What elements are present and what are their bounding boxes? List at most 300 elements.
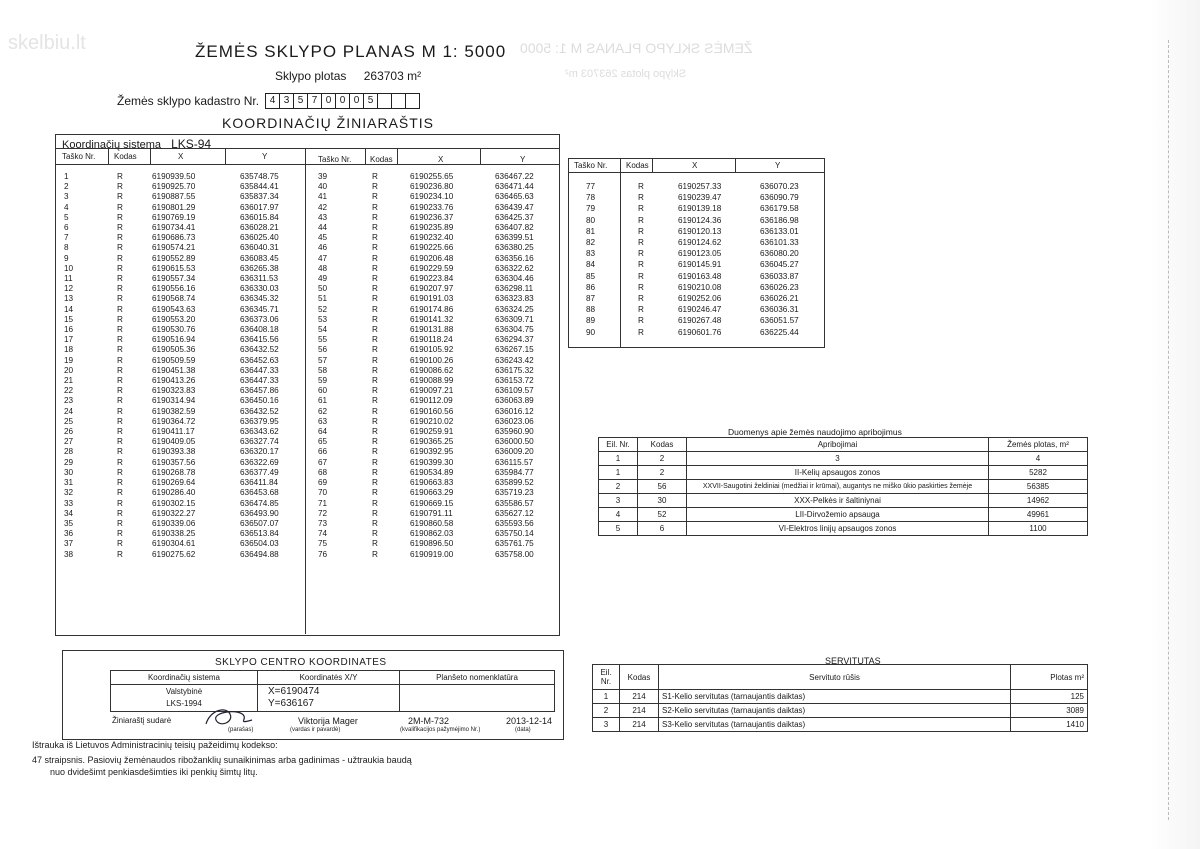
kadastro-box [265,93,420,109]
table-cell: 56 [318,345,328,355]
table-cell: 6190236.80 [410,182,454,192]
table-cell: 60 [318,386,328,396]
centras-title: SKLYPO CENTRO KOORDINATES [215,657,387,668]
table-cell: R [117,294,123,304]
sys-code: LKS-1994 [166,699,202,708]
table-row [593,718,1088,732]
table-cell: 77 [586,182,596,191]
cell: 214 [620,718,659,732]
table-cell: 636323.83 [495,294,534,304]
table-cell: 636311.53 [240,274,279,284]
table-cell: 636322.69 [240,457,279,467]
coordinates-table [55,134,560,636]
table-cell: R [372,488,378,498]
table-cell: R [117,529,123,539]
cell: 1 [593,690,620,704]
table-cell: 636133.01 [760,226,799,236]
table-cell: 6190553.20 [152,314,196,324]
table-row [599,522,1088,536]
table-cell: 16 [64,325,74,335]
table-cell: 636036.31 [760,305,799,315]
table-row [599,494,1088,508]
table-cell: R [638,238,644,248]
table-cell: 6190734.41 [152,223,196,233]
table-cell: 635844.41 [240,182,279,192]
cell: 2 [593,704,620,718]
table-cell: R [372,192,378,202]
cell: 3089 [1011,704,1088,718]
cell: S2-Kelio servitutas (tarnaujantis daiktas) [659,704,1011,718]
table-cell: 71 [318,498,328,508]
table-cell: R [117,325,123,335]
table-cell: 636017.97 [240,202,279,212]
table-cell: 48 [318,263,328,273]
table-cell: 6190207.97 [410,284,454,294]
table-cell: R [372,263,378,273]
table-cell: R [372,172,378,181]
table-cell: 31 [64,478,74,488]
table-cell: R [372,304,378,314]
table-cell: R [117,365,123,375]
table-cell: R [117,212,123,222]
table-cell: 6190382.59 [152,406,196,416]
table-cell: 635761.75 [495,539,534,549]
table-cell: 636457.86 [240,386,279,396]
header-cell: Koordinatės X/Y [258,671,400,685]
cell: 1 [599,452,638,466]
table-cell: 70 [318,488,328,498]
table-cell: R [372,376,378,386]
cell: XXVII-Saugotini želdiniai (medžiai ir krūmai), augantys ne miško ūkio paskirties žemėje [687,480,989,494]
table-cell: 6190120.13 [678,226,722,236]
table-cell: R [372,508,378,518]
table-cell: 6190860.58 [410,518,454,528]
table-cell: 635748.75 [240,172,279,181]
table-cell: 636040.31 [240,243,279,253]
table-cell: 6190163.48 [678,271,722,281]
col-y [495,172,534,560]
table-cell: 25 [64,416,74,426]
divider [480,148,481,164]
table-cell: 69 [318,478,328,488]
table-cell: R [372,294,378,304]
table-cell: 39 [318,172,328,181]
table-cell: 6 [64,223,69,233]
table-cell: 636080.20 [760,249,799,259]
table-cell: 6190174.86 [410,304,454,314]
table-header [599,438,1088,452]
table-cell: 49 [318,274,328,284]
table-cell: 5 [64,212,69,222]
footer-line2: 47 straipsnis. Pasiovių žemėnaudos ribožanklių sunaikinimas arba gadinimas - užtraukia baudą [32,755,412,765]
divider [365,148,366,164]
table-cell: 6190509.59 [152,355,196,365]
table-cell: 62 [318,406,328,416]
table-cell: R [117,396,123,406]
table-cell: 6190663.83 [410,478,454,488]
table-cell: 59 [318,376,328,386]
table-cell: 6190543.63 [152,304,196,314]
col-kodas [638,181,644,338]
table-cell: 6190365.25 [410,437,454,447]
table-cell: 23 [64,396,74,406]
center-x: X=6190474 [268,686,320,697]
cell: 56 [638,480,687,494]
table-cell: 21 [64,376,74,386]
date-sub: (data) [515,727,531,733]
table-cell: 6190314.94 [152,396,196,406]
table-cell: 9 [64,253,69,263]
table-cell: 636513.84 [240,529,279,539]
cell: 5282 [989,466,1088,480]
table-cell: R [372,539,378,549]
table-cell: 34 [64,508,74,518]
center-y: Y=636167 [268,698,314,709]
table-cell: 6190801.29 [152,202,196,212]
table-cell: 636343.62 [240,427,279,437]
table-cell: 6190516.94 [152,335,196,345]
table-cell: R [117,447,123,457]
table-cell: 53 [318,314,328,324]
kadastro-digit: 0 [336,94,350,108]
table-cell: 6190286.40 [152,488,196,498]
table-cell: 636450.16 [240,396,279,406]
table-cell: 6190268.78 [152,467,196,477]
table-cell: R [372,233,378,243]
table-cell: R [372,467,378,477]
table-cell: 10 [64,263,74,273]
table-cell: 636432.52 [240,406,279,416]
table-cell: 636322.62 [495,263,534,273]
apribojimai-table [598,437,1088,536]
table-cell: R [117,539,123,549]
table-cell: 32 [64,488,74,498]
table-cell: R [117,335,123,345]
table-cell: 46 [318,243,328,253]
table-cell: 67 [318,457,328,467]
table-cell: 6190233.76 [410,202,454,212]
table-cell: 636432.52 [240,345,279,355]
table-cell: 87 [586,294,596,304]
table-cell: 55 [318,335,328,345]
cell: 52 [638,508,687,522]
table-cell: 90 [586,327,596,337]
cell: 56385 [989,480,1088,494]
table-cell: R [372,396,378,406]
table-cell: 636425.37 [495,212,534,222]
col-y [240,172,279,560]
table-cell: 635960.90 [495,427,534,437]
sklypo-plotas [275,69,421,83]
table-cell: 635984.77 [495,467,534,477]
table-cell: R [117,182,123,192]
table-cell: 6190118.24 [410,335,453,345]
page-edge [1150,0,1200,849]
table-cell: 636408.18 [240,325,279,335]
table-cell: R [372,365,378,375]
table-cell: 6190225.66 [410,243,454,253]
plotas-value: 263703 m² [363,69,422,83]
table-cell: 636507.07 [240,518,279,528]
cell: 4 [599,508,638,522]
table-cell: 6190259.91 [410,427,454,437]
table-cell: 636063.89 [495,396,534,406]
table-cell: 6190257.33 [678,182,722,191]
sys-name: Valstybinė [165,687,203,696]
header-cell: Apribojimai [687,438,989,452]
table-cell: R [372,202,378,212]
table-cell: 636175.32 [495,365,534,375]
divider [305,148,306,634]
footer-line3: nuo dvidešimt penkiasdešimties iki penkių šimtų litų. [50,767,258,777]
table-cell: 6190239.47 [678,193,722,203]
table-cell: 636026.21 [760,294,799,304]
table-cell: 6190887.55 [152,192,196,202]
table-cell: 76 [318,549,328,559]
cell: 1410 [1011,718,1088,732]
divider [652,158,653,172]
cell: LII-Dirvožemio apsauga [687,508,989,522]
table-cell: 6190112.09 [410,396,453,406]
table-cell: R [117,518,123,528]
table-cell: 6190393.38 [152,447,196,457]
table-cell: 6190399.30 [410,457,454,467]
table-cell: 6190411.17 [152,427,195,437]
table-row [593,704,1088,718]
table-cell: R [372,529,378,539]
table-cell: 12 [64,284,74,294]
table-cell: R [638,204,644,214]
apribojimai-title: Duomenys apie žemės naudojimo apribojimus [728,427,902,437]
table-cell: 636015.84 [240,212,279,222]
col-kodas [372,172,378,560]
table-cell: 636471.44 [495,182,534,192]
table-cell: 30 [64,467,74,477]
cell: 30 [638,494,687,508]
header-x: X [692,161,698,170]
col-nr [318,172,327,560]
table-cell: 636380.25 [495,243,534,253]
table-cell: 6190235.89 [410,223,454,233]
header-y: Y [262,152,268,161]
plotas-label: Sklypo plotas [275,69,347,83]
kadastro-digit: 5 [294,94,308,108]
table-cell: 6190123.05 [678,249,722,259]
table-cell: 636016.12 [495,406,534,416]
table-cell: R [638,249,644,259]
table-cell: 636000.50 [495,437,534,447]
table-cell: 636494.88 [240,549,279,559]
table-cell: 7 [64,233,69,243]
table-cell: 6190252.06 [678,294,722,304]
table-cell: 33 [64,498,74,508]
header-kodas: Kodas [626,161,649,170]
table-cell: 635899.52 [495,478,534,488]
table-cell: R [372,345,378,355]
table-cell: 6190086.62 [410,365,454,375]
table-cell: 636465.63 [495,192,534,202]
table-cell: R [372,253,378,263]
table-cell: R [638,226,644,236]
table-cell: 73 [318,518,328,528]
table-cell: 14 [64,304,74,314]
table-cell: 8 [64,243,69,253]
header-nr: Taško Nr. [62,152,96,161]
table-cell: 6190364.72 [152,416,196,426]
table-cell: R [638,215,644,225]
table-cell: 636379.95 [240,416,279,426]
parasas-label: (parašas) [228,727,254,733]
coord-system-label: Koordinačių sistema [62,139,162,151]
table-cell: 52 [318,304,328,314]
table-cell: 6190100.26 [410,355,454,365]
table-cell: R [117,437,123,447]
table-cell: 85 [586,271,596,281]
date: 2013-12-14 [506,716,553,726]
table-cell: 41 [318,192,328,202]
table-cell: R [117,263,123,273]
table-cell: 6190896.50 [410,539,454,549]
table-cell: 54 [318,325,328,335]
table-cell: 45 [318,233,328,243]
table-cell: 636267.15 [495,345,534,355]
table-cell: 6190105.92 [410,345,454,355]
table-cell: 68 [318,467,328,477]
table-cell: R [117,508,123,518]
servitutai-title: SERVITUTAS [825,656,881,666]
table-cell: R [372,335,378,345]
table-cell: 6190925.70 [152,182,196,192]
table-cell: 6190234.10 [410,192,454,202]
table-cell: 636070.23 [760,182,799,191]
table-cell: 636023.06 [495,416,534,426]
table-cell: R [117,243,123,253]
table-cell: 636304.75 [495,325,534,335]
table-cell: 636399.51 [495,233,534,243]
table-cell: R [372,355,378,365]
divider [55,164,560,165]
kadastro-label: Žemės sklypo kadastro Nr. [117,94,260,108]
table-cell: 6190145.91 [678,260,722,270]
kadastro-digit: 0 [350,94,364,108]
table-cell: 6190552.89 [152,253,196,263]
table-cell: 79 [586,204,596,214]
table-row [599,508,1088,522]
table-cell: 636493.90 [240,508,279,518]
cell: 3 [599,494,638,508]
table-cell: 6190669.15 [410,498,454,508]
table-cell: 19 [64,355,74,365]
table-cell: R [372,457,378,467]
table-cell: 40 [318,182,328,192]
table-cell: 6190769.19 [152,212,196,222]
table-cell: 636356.16 [495,253,534,263]
table-cell: 6190275.62 [152,549,196,559]
table-cell: R [372,437,378,447]
table-cell: 6190663.29 [410,488,454,498]
table-cell: 18 [64,345,74,355]
table-cell: R [372,284,378,294]
table-cell: 6190556.16 [152,284,196,294]
cell: 4 [989,452,1088,466]
table-cell: 636083.45 [240,253,279,263]
table-cell: 74 [318,529,328,539]
table-cell: 636115.57 [495,457,534,467]
table-cell: 6190246.47 [678,305,722,315]
table-cell: 6190302.15 [152,498,196,508]
table-cell: R [117,478,123,488]
table-cell: 61 [318,396,328,406]
table-cell: 636377.49 [240,467,279,477]
table-cell: 6190139.18 [678,204,722,214]
table-cell: R [117,416,123,426]
table-cell: R [372,406,378,416]
table-cell: 15 [64,314,74,324]
table-cell: 81 [586,226,596,236]
table-cell: 636447.33 [240,365,279,375]
table-cell: 6190097.21 [410,386,454,396]
table-cell: 6190124.62 [678,238,722,248]
table-cell: 636309.71 [495,314,534,324]
table-cell: R [117,314,123,324]
table-cell: R [117,192,123,202]
table-cell: R [638,182,644,191]
col-x [410,172,453,560]
table-cell: R [117,233,123,243]
table-cell: 80 [586,215,596,225]
table-cell: 17 [64,335,74,345]
table-cell: 6190557.34 [152,274,196,284]
table-cell: R [372,478,378,488]
divider [150,148,151,164]
table-cell: 6190791.11 [410,508,453,518]
table-cell: 6190338.25 [152,529,196,539]
table-cell: 636474.85 [240,498,279,508]
table-cell: 6190088.99 [410,376,454,386]
table-cell: 636243.42 [495,355,534,365]
table-cell: R [372,212,378,222]
table-cell: R [372,447,378,457]
table-cell: R [638,294,644,304]
table-cell: 635719.23 [495,488,534,498]
table-cell: R [117,253,123,263]
table-cell: 37 [64,539,74,549]
table-cell: 72 [318,508,328,518]
header-cell: Kodas [638,438,687,452]
table-cell: 42 [318,202,328,212]
kadastro-nr [117,93,420,109]
table-cell: 636411.84 [240,478,279,488]
table-cell: 635758.00 [495,549,534,559]
header-cell: Eil. Nr. [599,438,638,452]
table-cell: 6190530.76 [152,325,196,335]
cell: S3-Kelio servitutas (tarnaujantis daiktas) [659,718,1011,732]
table-cell: 636327.74 [240,437,279,447]
coord-system-value: LKS-94 [171,137,212,151]
servitutai-table [592,664,1088,732]
table-cell: 636101.33 [760,238,799,248]
cell: 214 [620,690,659,704]
table-cell: 6190255.65 [410,172,454,181]
col-x [152,172,195,560]
divider [108,148,109,164]
table-cell: 6190409.05 [152,437,196,447]
header-cell: Planšeto nomenklatūra [400,671,555,685]
table-cell: 88 [586,305,596,315]
kadastro-digit: 3 [280,94,294,108]
table-cell: 636304.46 [495,274,534,284]
table-cell: 75 [318,539,328,549]
